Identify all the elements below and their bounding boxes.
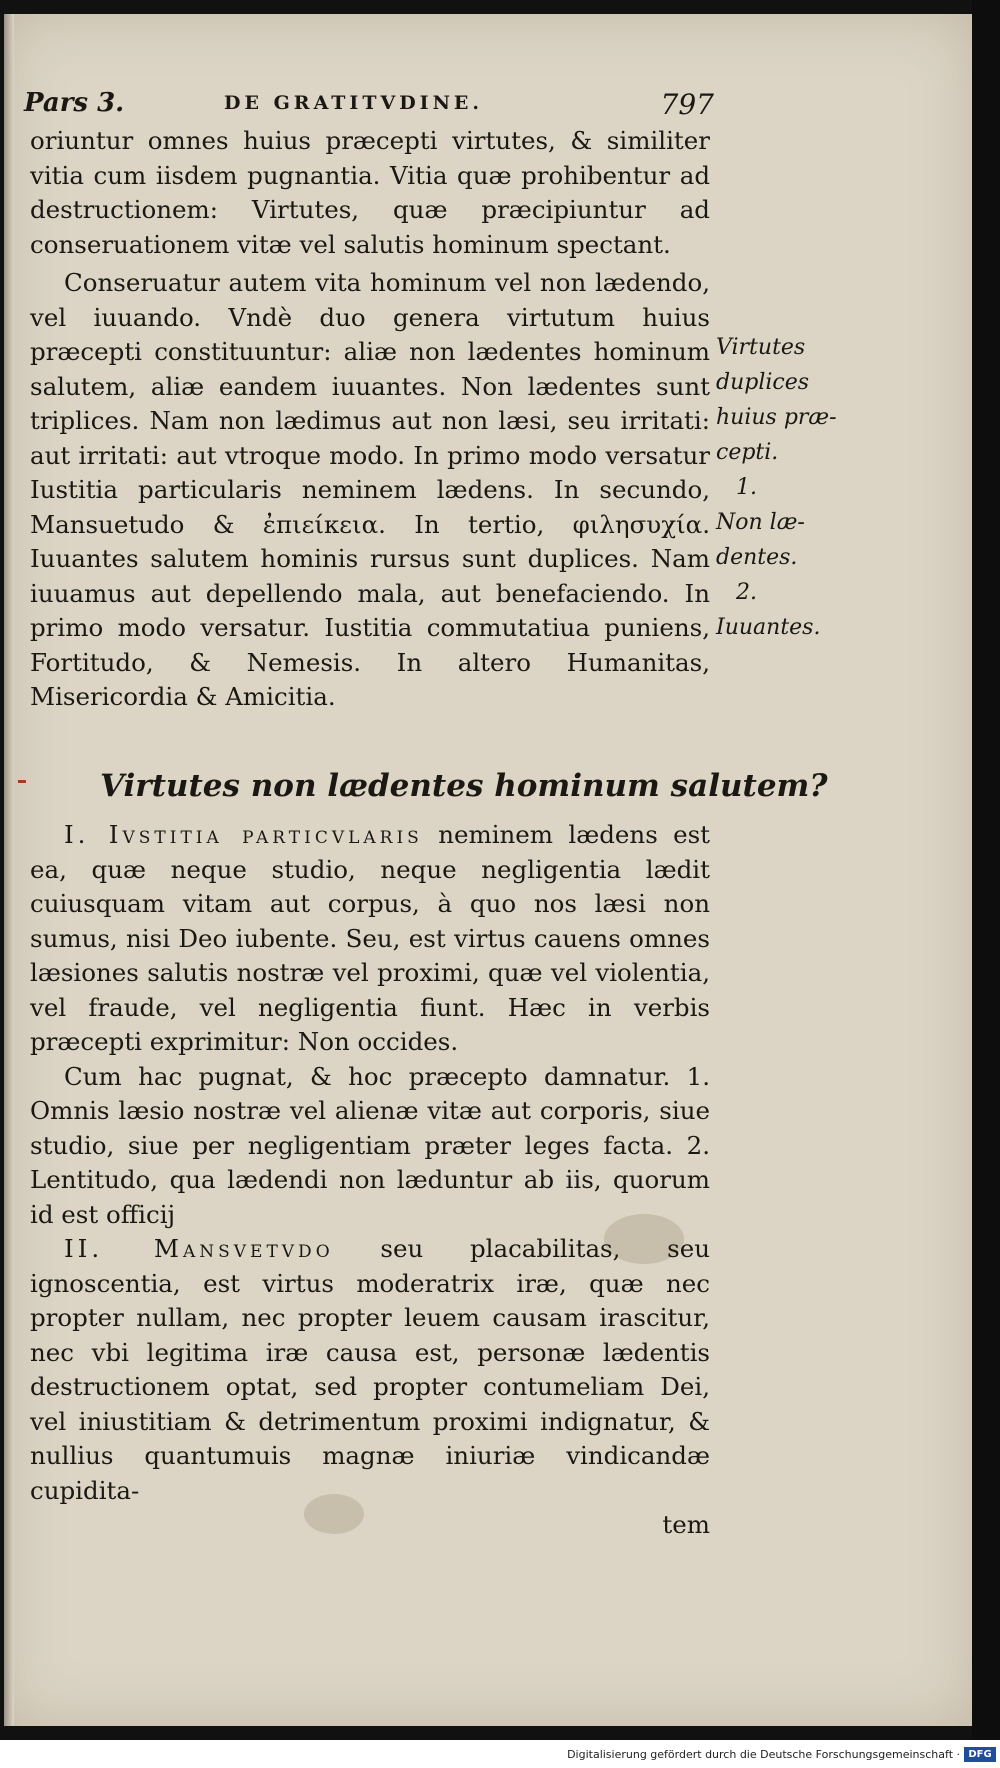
margin-note: duplices <box>716 370 810 395</box>
paragraph: oriuntur omnes huius præcepti virtutes, & similiter vitia cum iisdem pugnantia. Vitia quæ prohibentur ad destructionem: Virtutes, quæ præcipiuntur ad conseruationem vitæ vel salutis hominum spectant. <box>30 126 710 259</box>
scan-border <box>972 0 1000 1740</box>
footer-credit: Digitalisierung gefördert durch die Deutsche Forschungsgemeinschaft · <box>567 1748 960 1761</box>
page-gutter <box>4 14 14 1726</box>
page-number: 797 <box>660 88 714 121</box>
text-block-top <box>30 124 710 715</box>
margin-note: 2. <box>736 580 757 605</box>
margin-note: huius præ- <box>716 405 837 430</box>
margin-note: cepti. <box>716 440 779 465</box>
catchword: tem <box>662 1510 710 1539</box>
marginal-notes <box>716 330 837 645</box>
section-lead: I. Ivstitia particvlaris <box>64 820 423 849</box>
paragraph: seu placabilitas, seu ignoscentia, est virtus moderatrix iræ, quæ nec propter nullam, nec propter leuem causam irascitur, nec vbi legitima iræ causa est, personæ lædentis destructionem optat, sed propter contumeliam Dei, vel iniustitiam & detrimentum proximi indignatur, & nullius quantumuis magnæ iniuriæ vindicandæ cupidita- <box>30 1234 710 1505</box>
paragraph: neminem lædens est ea, quæ neque studio, neque negligentia lædit cuiusquam vitam aut corpus, à quo nos læsi non sumus, nisi Deo iubente. Seu, est virtus cauens omnes læsiones salutis nostræ vel proximi, quæ vel violentia, vel fraude, vel negligentia fiunt. Hæc in verbis præcepti exprimitur: Non occides. <box>30 820 711 1056</box>
section-lead: II. Mansvetvdo <box>64 1234 334 1263</box>
margin-note: dentes. <box>716 545 798 570</box>
running-header <box>24 88 714 122</box>
part-label: Pars 3. <box>24 88 125 118</box>
margin-mark <box>18 780 26 783</box>
dfg-logo: DFG <box>964 1747 996 1762</box>
running-title: DE GRATITVDINE. <box>224 92 484 114</box>
paragraph: Cum hac pugnat, & hoc præcepto damnatur. 1. Omnis læsio nostræ vel alienæ vitæ aut corporis, siue studio, siue per negligentiam præter leges facta. 2. Lentitudo, qua lædendi non læduntur ab iis, quorum id est officij <box>30 1061 710 1229</box>
margin-note: Virtutes <box>716 335 806 360</box>
margin-note: Non læ- <box>716 510 805 535</box>
paragraph: Conseruatur autem vita hominum vel non lædendo, vel iuuando. Vndè duo genera virtutum huius præcepti constituuntur: aliæ non lædentes hominum salutem, aliæ eandem iuuantes. Non lædentes sunt triplices. Nam non lædimus aut non læsi, seu irritati: aut irritati: aut vtroque modo. In primo modo versatur Iustitia particularis neminem lædens. In secundo, Mansuetudo & ἐπιείκεια. In tertio, φιλησυχία. Iuuantes salutem hominis rursus sunt duplices. Nam iuuamus aut depellendo mala, aut benefaciendo. In primo modo versatur. Iustitia commutatiua puniens, Fortitudo, & Nemesis. In altero Humanitas, Misericordia & Amicitia. <box>30 268 710 711</box>
margin-note: 1. <box>736 475 757 500</box>
section-heading: Virtutes non lædentes hominum salutem? <box>100 768 828 804</box>
text-block-bottom <box>30 818 710 1543</box>
margin-note: Iuuantes. <box>716 615 821 640</box>
